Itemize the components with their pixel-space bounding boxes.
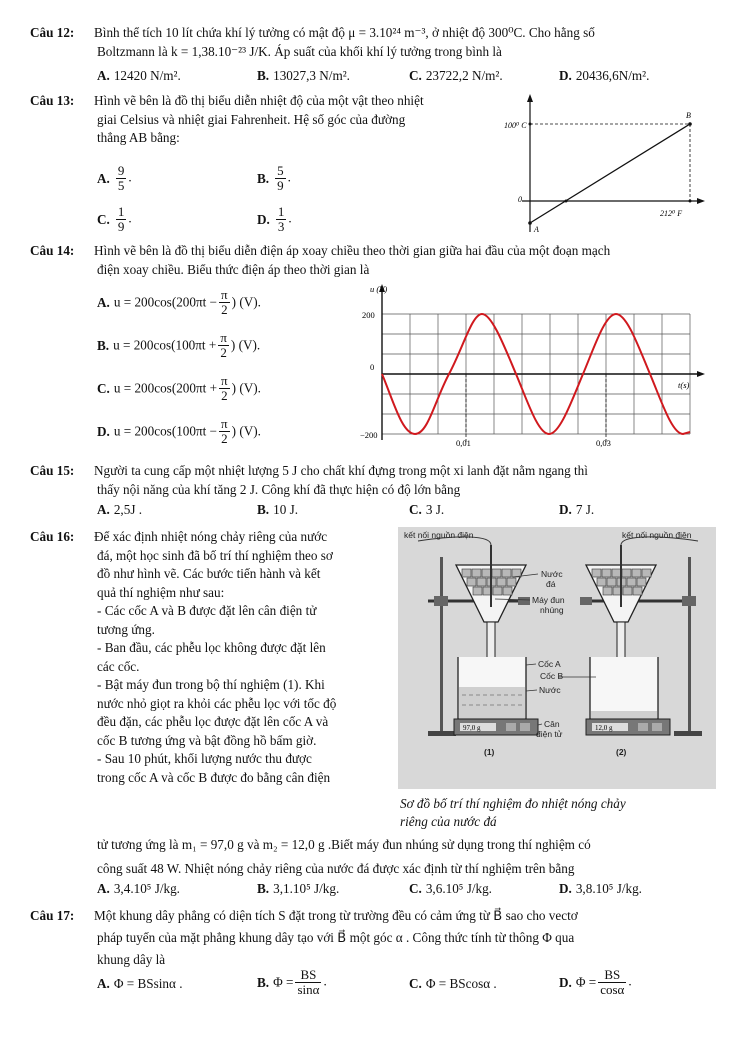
question-text: giai Celsius và nhiệt giai Fahrenheit. Hệ số góc của đường [97, 111, 406, 127]
option-14b: B. u = 200cos(100πt + $\frac{\pi}{2}$ ) (V). [97, 330, 261, 360]
svg-text:Nước: Nước [541, 569, 563, 579]
svg-text:12,0 g: 12,0 g [595, 724, 613, 732]
option-d: D. $\frac{1}{3}$ . [257, 204, 292, 234]
options-16 [97, 881, 716, 900]
question-number: Câu 17: [30, 908, 75, 923]
option-c: C. Φ = BScosα . [409, 976, 497, 991]
svg-text:Máy đun: Máy đun [532, 595, 565, 605]
question-number: Câu 14: [30, 243, 75, 258]
svg-text:97,0 g: 97,0 g [463, 724, 481, 732]
svg-text:Cân: Cân [544, 719, 560, 729]
option-d: D. 20436,6N/m². [559, 68, 650, 83]
question-number: Câu 13: [30, 93, 75, 108]
svg-text:đá: đá [546, 579, 556, 589]
figure-caption: Sơ đồ bố trí thí nghiệm đo nhiệt nóng chảy [400, 796, 626, 811]
option-d: D. 7 J. [559, 502, 595, 517]
option-c: C. 23722,2 N/m². [409, 68, 503, 83]
label-100c: 100⁰ C [504, 121, 527, 130]
option-d: D. 3,8.10⁵ J/kg. [559, 881, 642, 896]
svg-text:Cốc A: Cốc A [538, 659, 561, 669]
question-text: Một khung dây phẳng có diện tích S đặt trong từ trường đều có cảm ứng từ B⃗ sao cho vectơ [94, 908, 578, 923]
question-text: khung dây là [97, 952, 166, 967]
option-a: A. 2,5J . [97, 502, 143, 517]
svg-text:Cốc B: Cốc B [540, 671, 564, 681]
svg-text:Nước: Nước [539, 685, 561, 695]
question-number: Câu 12: [30, 25, 75, 40]
option-c: C. $\frac{1}{9}$ . [97, 204, 132, 234]
tick-zero: 0 [370, 362, 375, 372]
label-zero: 0 [518, 195, 522, 204]
option-a: A. 12420 N/m². [97, 68, 181, 83]
question-number: Câu 15: [30, 463, 75, 478]
question-17 [30, 905, 716, 971]
question-15 [30, 462, 716, 499]
question-text: Bình thể tích 10 lít chứa khí lý tưởng có mật độ μ = 3.10²⁴ m⁻³, ở nhiệt độ 300⁰C. Cho hằng số [94, 25, 595, 40]
svg-text:kết nối nguồn điện: kết nối nguồn điện [404, 530, 474, 540]
svg-text:kết nối nguồn điện: kết nối nguồn điện [622, 530, 692, 540]
option-14c: C. u = 200cos(200πt + $\frac{\pi}{2}$ ) (V). [97, 373, 261, 403]
option-d: D. Φ = $\frac{BS}{\cos\alpha}$ . [559, 967, 632, 997]
question-text: pháp tuyến của mặt phẳng khung dây tạo với B⃗ một góc α . Công thức tính từ thông Φ qua [97, 930, 575, 945]
option-c: C. 3,6.10⁵ J/kg. [409, 881, 492, 896]
option-b: B. 13027,3 N/m². [257, 68, 350, 83]
options-15 [97, 502, 716, 521]
option-b: B. Φ = $\frac{BS}{\sin\alpha}$ . [257, 967, 327, 997]
option-b: B. 10 J. [257, 502, 299, 517]
option-14d: D. u = 200cos(100πt − $\frac{\pi}{2}$ ) (V). [97, 416, 261, 446]
label-a: A [534, 225, 539, 234]
question-text: Hình vẽ bên là đồ thị biểu diễn nhiệt độ của một vật theo nhiệt [94, 93, 424, 108]
svg-text:(1): (1) [484, 747, 495, 757]
question-text: thẳng AB bằng: [97, 130, 180, 145]
tick-neg200: −200 [360, 430, 378, 440]
options-12 [97, 68, 716, 87]
question-text: thấy nội năng của khí tăng 2 J. Công khí đã thực hiện có độ lớn bằng [97, 481, 461, 497]
axis-ylabel: u (V) [370, 284, 388, 294]
option-c: C. 3 J. [409, 502, 445, 517]
ice-melting-experiment-figure [398, 527, 716, 789]
question-14 [30, 242, 716, 279]
tick-200: 200 [362, 310, 375, 320]
question-text: Boltzmann là k = 1,38.10⁻²³ J/K. Áp suất của khối khí lý tưởng trong bình là [97, 43, 502, 59]
question-16-cont [30, 833, 716, 881]
svg-text:nhúng: nhúng [540, 605, 564, 615]
question-text: tử tương ứng là m₁ = 97,0 g và m₂ = 12,0 g .Biết máy đun nhúng sử dụng trong thí nghiệm có [97, 837, 591, 852]
svg-text:điện tử: điện tử [536, 729, 563, 739]
option-b: B. $\frac{5}{9}$ . [257, 163, 291, 193]
option-14a: A. u = 200cos(200πt − $\frac{\pi}{2}$ ) (V). [97, 287, 261, 317]
question-text: Hình vẽ bên là đồ thị biểu diễn điện áp xoay chiều theo thời gian giữa hai đầu của một đoạn mạch [94, 243, 611, 258]
question-number: Câu 16: [30, 529, 75, 544]
question-text: điện xoay chiều. Biểu thức điện áp theo thời gian là [97, 261, 370, 277]
svg-text:(2): (2) [616, 747, 627, 757]
question-text: Người ta cung cấp một nhiệt lượng 5 J cho chất khí đựng trong một xi lanh đặt nằm ngang thì [94, 463, 588, 478]
question-16: Câu 16: Để xác định nhiệt nóng chảy riêng của nước đá, một học sinh đã bố trí thí nghiệm theo sơ đồ như hình vẽ. Các bước tiến hành và kết quả thí nghiệm như sau: - Các cốc A và B được đặt lên cân điện tử tương ứng. - Ban đầu, các phễu lọc không được đặt lên các cốc. - Bật máy đun trong bộ thí nghiệm (1). Khi nước nhỏ giọt ra khỏi các phễu lọc với tốc độ đều đặn, các phễu lọc được đặt lên cốc A và cốc B tương ứng và bật đồng hồ bấm giờ. - Sau 10 phút, khối lượng nước thu được trong cốc A và cốc B được đo bằng cân điện [30, 529, 337, 785]
figure-caption: riêng của nước đá [400, 814, 497, 829]
question-text: công suất 48 W. Nhiệt nóng chảy riêng của nước đá được xác định từ thí nghiệm trên bằng [97, 861, 575, 876]
option-a: A. 3,4.10⁵ J/kg. [97, 881, 180, 896]
voltage-time-graph [360, 282, 710, 450]
label-b: B [686, 111, 691, 120]
label-212f: 212⁰ F [660, 209, 683, 218]
options-17 [97, 968, 716, 1004]
option-a: A. Φ = BSsinα . [97, 976, 183, 991]
axis-xlabel: t(s) [678, 380, 690, 390]
question-12 [30, 24, 716, 61]
option-b: B. 3,1.10⁵ J/kg. [257, 881, 340, 896]
tick-001: 0,01 [456, 438, 471, 448]
question-13 [30, 92, 486, 148]
option-a: A. $\frac{9}{5}$ . [97, 163, 132, 193]
tick-003: 0,03 [596, 438, 611, 448]
celsius-fahrenheit-graph [500, 92, 710, 242]
